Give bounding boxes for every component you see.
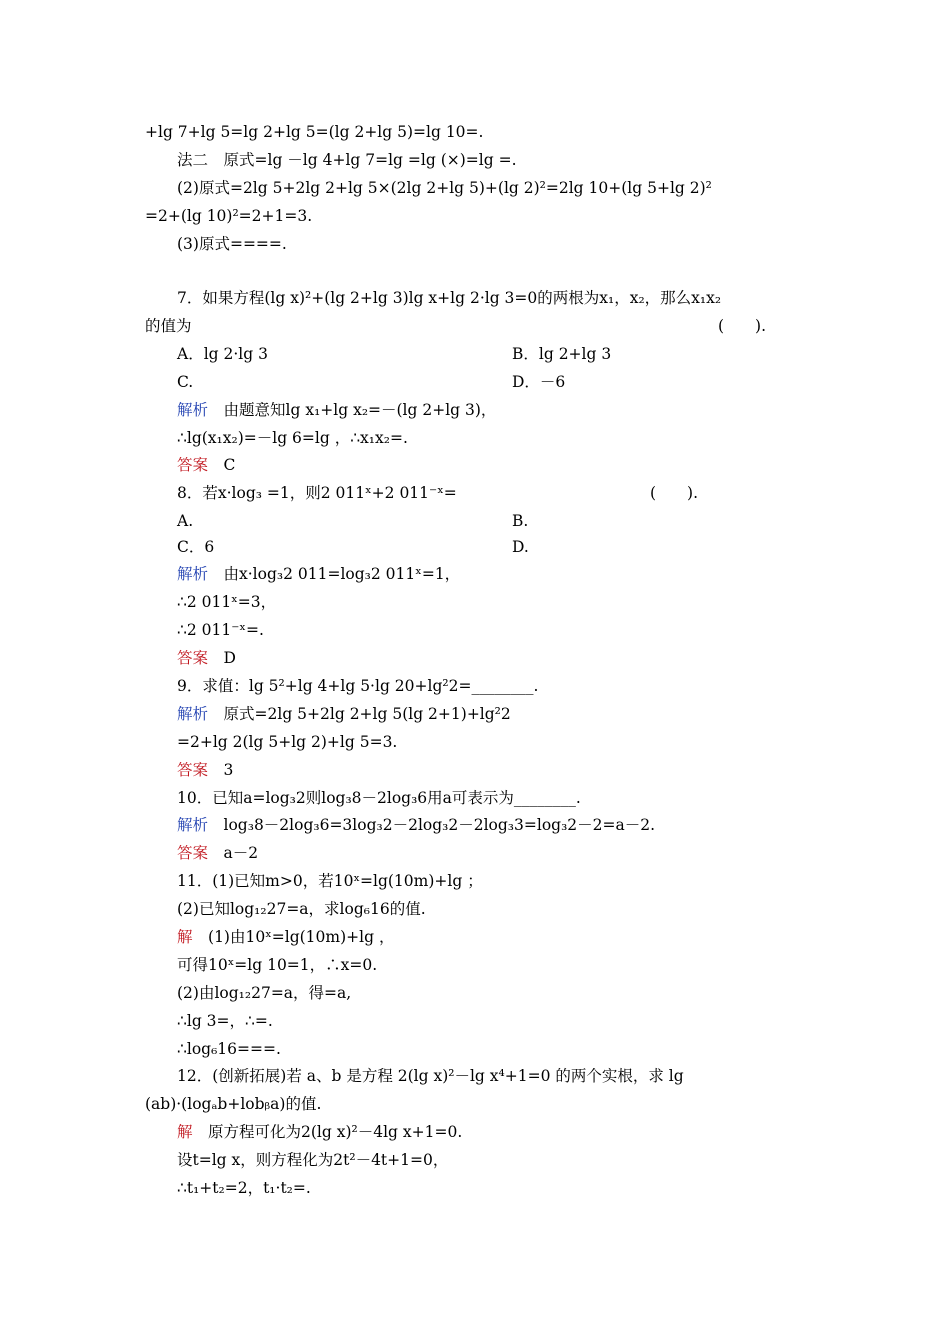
question-10-stem: 10．已知a=log₃2则log₃8－2log₃6用a可表示为________. [177,789,581,807]
analysis-label: 解析 [177,401,209,419]
answer-bracket: ( ). [650,484,699,502]
answer-text: 3 [208,761,234,779]
option-c: C. [177,373,194,391]
solution-line [177,927,394,947]
solution-line: =2+lg 2(lg 5+lg 2)+lg 5=3. [177,733,398,751]
answer-line [177,760,233,780]
option-b: B．lg 2+lg 3 [512,345,612,363]
answer-label: 答案 [177,456,209,474]
solution-line [177,564,460,584]
solution-text: 由题意知lg x₁+lg x₂=－(lg 2+lg 3)， [208,401,497,419]
solution-line [177,815,655,835]
answer-text: D [208,649,236,667]
answer-text: C [208,456,236,474]
solution-text: 原方程可化为2(lg x)²－4lg x+1=0. [192,1123,463,1141]
option-d: D．－6 [512,373,566,391]
text-line: +lg 7+lg 5=lg 2+lg 5=(lg 2+lg 5)=lg 10=. [145,123,484,141]
question-7-stem: 7．如果方程(lg x)²+(lg 2+lg 3)lg x+lg 2·lg 3=0的两根为x₁，x₂，那么x₁x₂ [177,289,722,307]
solution-line: ∴log₆16===. [177,1040,281,1058]
question-12-stem-cont: (ab)·(logₐb+lobᵦa)的值. [145,1095,322,1113]
solution-label: 解 [177,928,193,946]
solution-text: (1)由10ˣ=lg(10m)+lg ， [192,928,395,946]
analysis-label: 解析 [177,816,209,834]
answer-bracket: ( ). [718,317,767,335]
question-12-stem: 12．(创新拓展)若 a、b 是方程 2(lg x)²－lg x⁴+1=0 的两个实根，求 lg [177,1067,684,1085]
answer-label: 答案 [177,761,209,779]
option-a: A. [177,512,194,530]
solution-line: ∴t₁+t₂=2，t₁·t₂=. [177,1179,311,1197]
solution-line [177,704,511,724]
option-b: B. [512,512,529,530]
option-a: A．lg 2·lg 3 [177,345,268,363]
answer-line [177,648,236,668]
solution-line [177,400,496,420]
text-line: 法二 原式=lg －lg 4+lg 7=lg =lg (×)=lg =. [177,151,517,169]
solution-line: 可得10ˣ=lg 10=1，∴x=0. [177,956,378,974]
text-line: =2+(lg 10)²=2+1=3. [145,207,313,225]
text-line: (3)原式====. [177,235,287,253]
question-7-stem-cont: 的值为 [145,317,192,335]
option-c: C．6 [177,538,215,556]
solution-text: 由x·log₃2 011=log₃2 011ˣ=1， [208,565,461,583]
question-8-stem: 8．若x·log₃ =1，则2 011ˣ+2 011⁻ˣ= [177,484,457,502]
solution-line: ∴2 011⁻ˣ=. [177,621,264,639]
solution-line: ∴lg(x₁x₂)=－lg 6=lg ，∴x₁x₂=. [177,429,408,447]
question-11-stem: 11．(1)已知m>0，若10ˣ=lg(10m)+lg ； [177,872,483,890]
solution-line: (2)由log₁₂27=a，得=a, [177,984,352,1002]
analysis-label: 解析 [177,705,209,723]
analysis-label: 解析 [177,565,209,583]
solution-text: 原式=2lg 5+2lg 2+lg 5(lg 2+1)+lg²2 [208,705,511,723]
solution-label: 解 [177,1123,193,1141]
answer-line [177,455,235,475]
text-line: (2)原式=2lg 5+2lg 2+lg 5×(2lg 2+lg 5)+(lg 2)²=2lg 10+(lg 5+lg 2)² [177,179,712,197]
solution-line [177,1122,462,1142]
answer-line [177,843,258,863]
solution-line: ∴2 011ˣ=3， [177,593,277,611]
option-d: D. [512,538,529,556]
answer-label: 答案 [177,649,209,667]
question-11-part2: (2)已知log₁₂27=a，求log₆16的值. [177,900,426,918]
question-9-stem: 9．求值：lg 5²+lg 4+lg 5·lg 20+lg²2=________. [177,677,539,695]
solution-line: 设t=lg x，则方程化为2t²－4t+1=0， [177,1151,449,1169]
solution-text: log₃8－2log₃6=3log₃2－2log₃2－2log₃3=log₃2－2=a－2. [208,816,656,834]
solution-line: ∴lg 3=，∴=. [177,1012,273,1030]
answer-label: 答案 [177,844,209,862]
answer-text: a－2 [208,844,259,862]
